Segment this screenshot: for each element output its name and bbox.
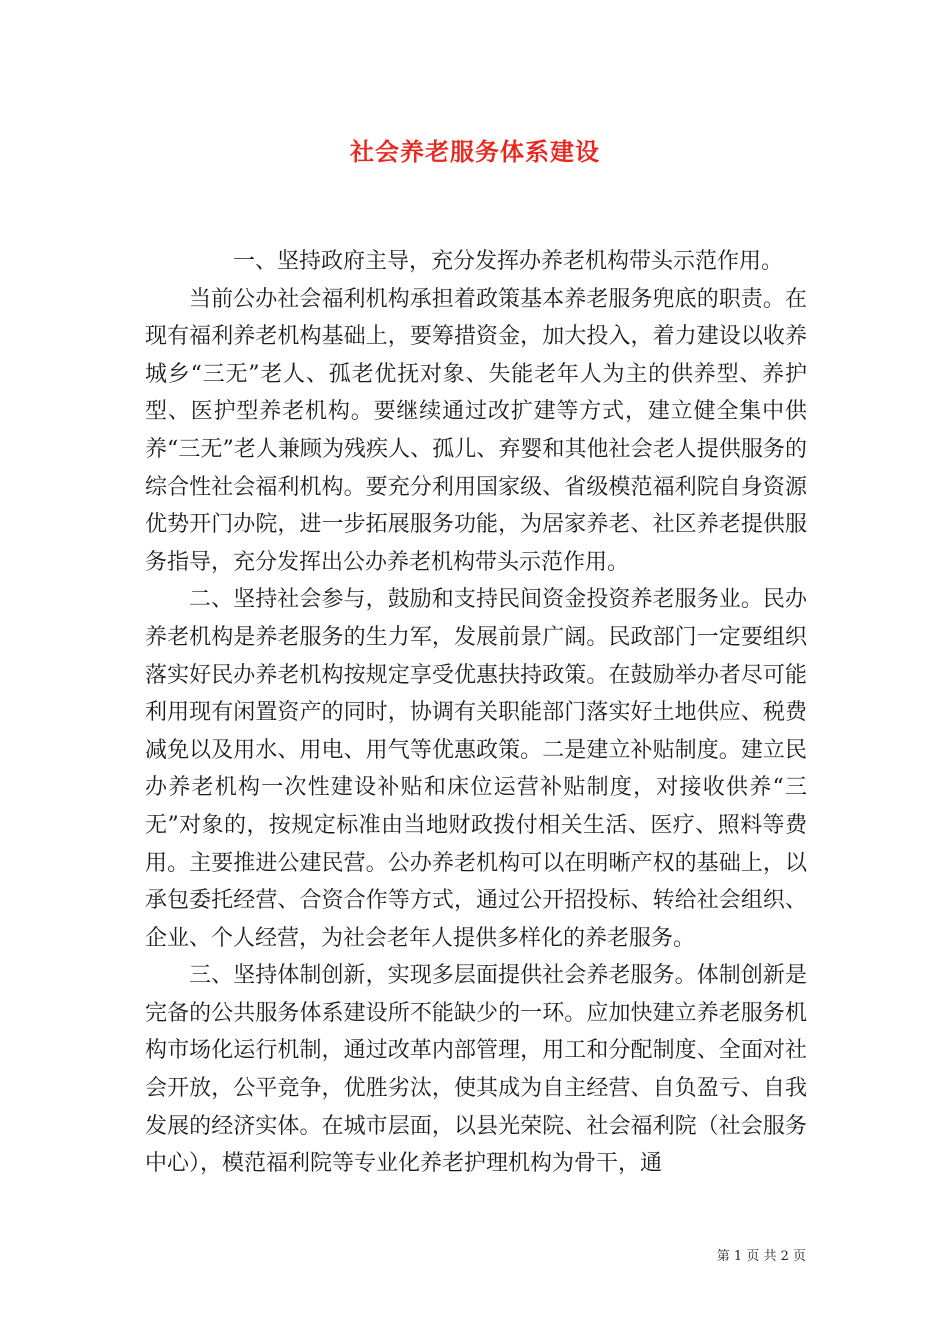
document-body: [145, 243, 807, 1183]
paragraph-heading-1: 一、坚持政府主导，充分发挥办养老机构带头示范作用。: [233, 249, 784, 274]
paragraph-3: 三、坚持体制创新，实现多层面提供社会养老服务。体制创新是完备的公共服务体系建设所不能缺少的一环。应加快建立养老服务机构市场化运行机制，通过改革内部管理，用工和分配制度、全面对社会开放，公平竞争，优胜劣汰，使其成为自主经营、自负盈亏、自我发展的经济实体。在城市层面，以县光荣院、社会福利院（社会服务中心），模范福利院等专业化养老护理机构为骨干，通: [145, 963, 807, 1177]
paragraph-2: 二、坚持社会参与，鼓励和支持民间资金投资养老服务业。民办养老机构是养老服务的生力军，发展前景广阔。民政部门一定要组织落实好民办养老机构按规定享受优惠扶持政策。在鼓励举办者尽可能利用现有闲置资产的同时，协调有关职能部门落实好土地供应、税费减免以及用水、用电、用气等优惠政策。二是建立补贴制度。建立民办养老机构一次性建设补贴和床位运营补贴制度，对接收供养“三无”对象的，按规定标准由当地财政拨付相关生活、医疗、照料等费用。主要推进公建民营。公办养老机构可以在明晰产权的基础上，以承包委托经营、合资合作等方式，通过公开招投标、转给社会组织、企业、个人经营，为社会老年人提供多样化的养老服务。: [145, 587, 807, 951]
page-number: 第 1 页 共 2 页: [716, 1249, 806, 1264]
document-title: 社会养老服务体系建设: [350, 137, 600, 166]
paragraph-1: 当前公办社会福利机构承担着政策基本养老服务兜底的职责。在现有福利养老机构基础上，要筹措资金，加大投入，着力建设以收养城乡“三无”老人、孤老优抚对象、失能老年人为主的供养型、养护型、医护型养老机构。要继续通过改扩建等方式，建立健全集中供养“三无”老人兼顾为残疾人、孤儿、弃婴和其他社会老人提供服务的综合性社会福利机构。要充分利用国家级、省级模范福利院自身资源优势开门办院，进一步拓展服务功能，为居家养老、社区养老提供服务指导，充分发挥出公办养老机构带头示范作用。: [145, 286, 807, 575]
